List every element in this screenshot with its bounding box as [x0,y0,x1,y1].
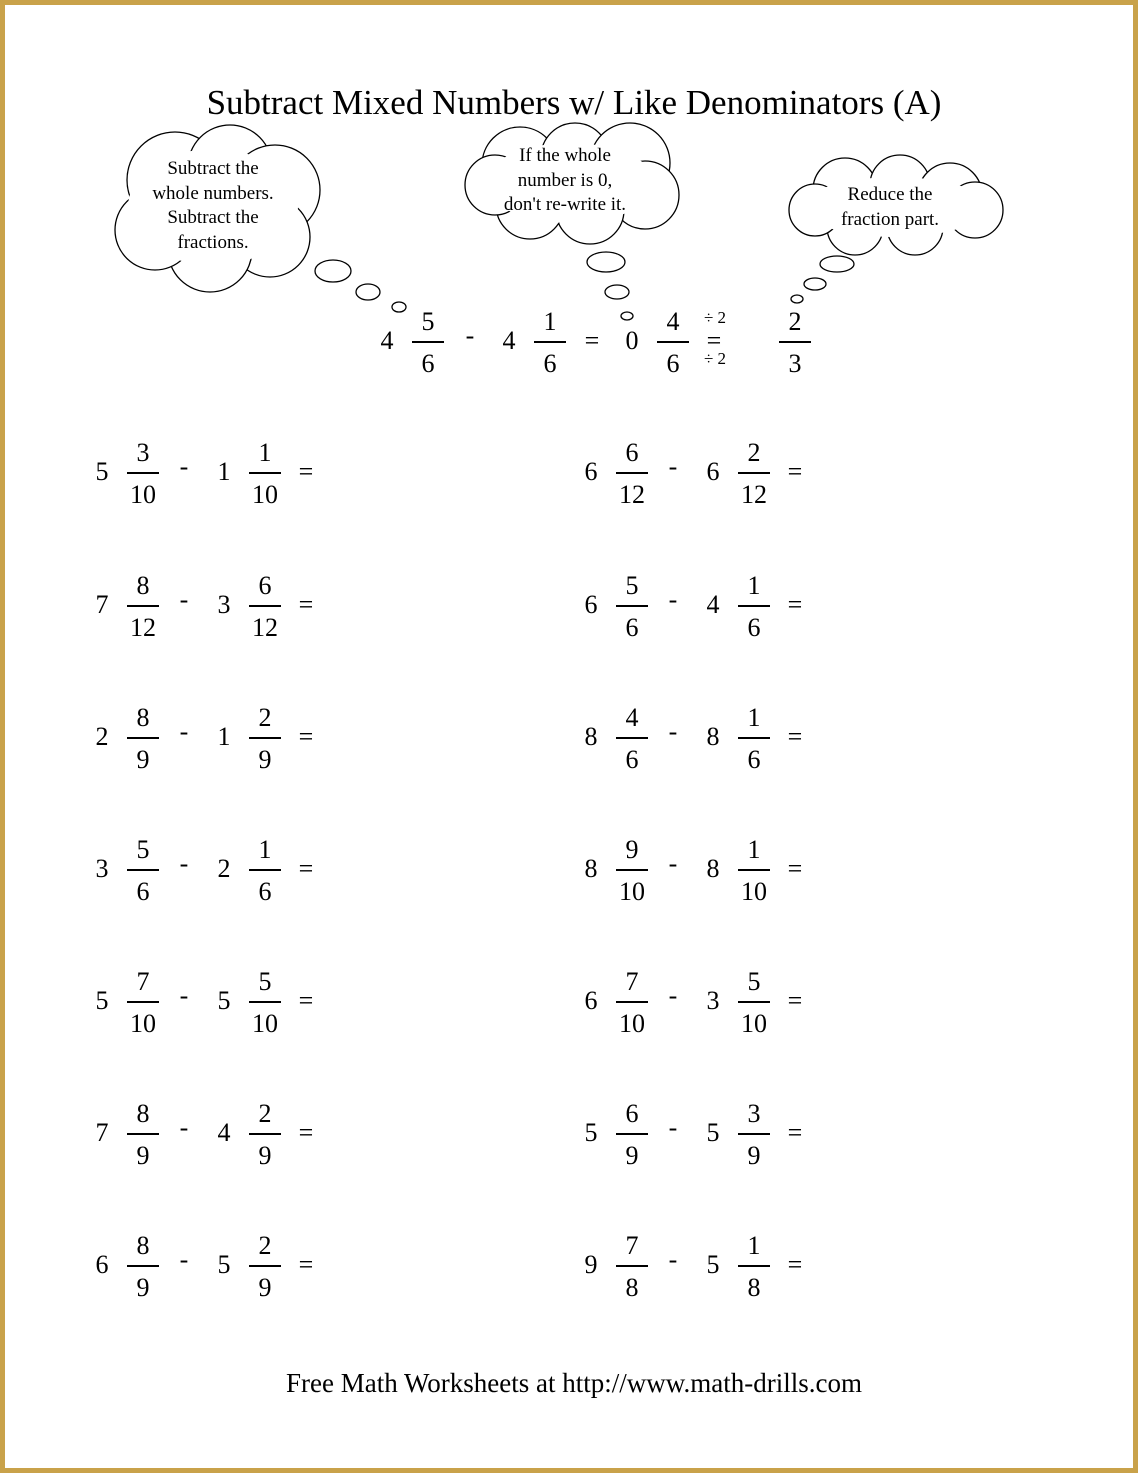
whole-number-b: 2 [217,854,231,883]
minus-sign: - [179,849,189,878]
minus-sign: - [179,1113,189,1142]
problem-right-7 [5,1231,1138,1302]
equals-sign: = [298,854,314,883]
denominator: 9 [258,1141,272,1170]
worksheet-title: Subtract Mixed Numbers w/ Like Denominators (A) [206,83,942,122]
fraction-bar [616,1133,648,1135]
numerator: 5 [747,967,761,996]
minus-sign: - [668,981,678,1010]
fraction-bar [616,605,648,607]
denominator: 10 [252,480,278,509]
denominator: 12 [130,613,156,642]
denominator: 12 [741,480,767,509]
equals-sign: = [787,722,803,751]
problem-right-5 [5,967,1138,1038]
minus-sign: - [179,452,189,481]
minus-sign: - [179,981,189,1010]
numerator: 1 [747,835,761,864]
denominator: 6 [747,745,761,774]
equals-sign: = [787,1118,803,1147]
numerator: 5 [421,307,435,336]
example-whole-a: 4 [380,326,394,355]
fraction-bar [616,869,648,871]
whole-number-b: 8 [706,854,720,883]
numerator: 8 [136,1231,150,1260]
fraction-bar [616,1265,648,1267]
minus-sign: - [668,1113,678,1142]
whole-number-a: 5 [584,1118,598,1147]
denominator: 10 [619,877,645,906]
hint-line: fractions. [177,231,249,253]
denominator: 9 [136,745,150,774]
numerator: 2 [788,307,802,336]
example-minus: - [465,321,475,350]
numerator: 2 [258,1099,272,1128]
problem-right-3 [5,703,1138,774]
minus-sign: - [668,452,678,481]
hint-line: If the whole [519,145,611,166]
fraction-bar [616,472,648,474]
minus-sign: - [179,1245,189,1274]
whole-number-a: 2 [95,722,109,751]
hint-line: number is 0, [517,169,613,191]
denominator: 3 [788,349,802,378]
problem-grid [5,5,1138,1478]
equals-sign: = [298,590,314,619]
whole-number-a: 7 [95,1118,109,1147]
whole-number-b: 6 [706,457,720,486]
denominator: 6 [543,349,557,378]
numerator: 3 [136,438,150,467]
numerator: 2 [747,438,761,467]
numerator: 6 [258,571,272,600]
fraction-bar [738,869,770,871]
numerator: 6 [625,1099,639,1128]
hint-line: Subtract the [167,158,259,179]
numerator: 7 [625,1231,639,1260]
whole-number-b: 4 [217,1118,231,1147]
numerator: 7 [136,967,150,996]
equals-sign: = [298,986,314,1015]
whole-number-b: 5 [217,986,231,1015]
whole-number-a: 8 [584,722,598,751]
minus-sign: - [668,717,678,746]
numerator: 1 [258,438,272,467]
numerator: 5 [136,835,150,864]
example-divide-top: ÷ 2 [703,308,727,327]
denominator: 10 [741,877,767,906]
whole-number-b: 1 [217,457,231,486]
denominator: 12 [252,613,278,642]
equals-sign: = [787,457,803,486]
minus-sign: - [668,585,678,614]
denominator: 9 [625,1141,639,1170]
denominator: 9 [258,1273,272,1302]
equals-sign: = [787,854,803,883]
fraction-bar [738,605,770,607]
whole-number-a: 5 [95,986,109,1015]
example-whole-b: 4 [502,326,516,355]
example-equals: = [584,326,600,355]
whole-number-b: 5 [217,1250,231,1279]
hint-line: Subtract the [167,207,259,228]
denominator: 10 [130,1009,156,1038]
denominator: 10 [252,1009,278,1038]
numerator: 3 [747,1099,761,1128]
problem-right-4 [5,835,1138,906]
numerator: 7 [625,967,639,996]
example-whole-result: 0 [625,326,639,355]
equals-sign: = [298,457,314,486]
minus-sign: - [668,1245,678,1274]
equals-sign: = [787,986,803,1015]
whole-number-a: 6 [95,1250,109,1279]
whole-number-b: 3 [217,590,231,619]
denominator: 6 [136,877,150,906]
whole-number-a: 7 [95,590,109,619]
minus-sign: - [179,717,189,746]
numerator: 4 [666,307,680,336]
numerator: 5 [625,571,639,600]
numerator: 8 [136,571,150,600]
numerator: 1 [747,703,761,732]
equals-sign: = [787,1250,803,1279]
hint-line: Reduce the [847,184,933,205]
denominator: 10 [741,1009,767,1038]
denominator: 6 [625,745,639,774]
whole-number-a: 8 [584,854,598,883]
numerator: 6 [625,438,639,467]
whole-number-a: 9 [584,1250,598,1279]
example-equals-2: = [706,326,722,355]
denominator: 6 [625,613,639,642]
numerator: 1 [747,571,761,600]
numerator: 2 [258,703,272,732]
hint-line: whole numbers. [152,182,274,204]
equals-sign: = [298,722,314,751]
numerator: 1 [258,835,272,864]
hint-line: don't re-write it. [503,194,627,215]
whole-number-a: 6 [584,457,598,486]
minus-sign: - [179,585,189,614]
fraction-bar [738,1133,770,1135]
denominator: 10 [619,1009,645,1038]
numerator: 1 [543,307,557,336]
whole-number-a: 6 [584,590,598,619]
fraction-bar [616,1001,648,1003]
equals-sign: = [298,1118,314,1147]
numerator: 5 [258,967,272,996]
numerator: 8 [136,1099,150,1128]
numerator: 4 [625,703,639,732]
whole-number-a: 3 [95,854,109,883]
fraction-bar [738,737,770,739]
whole-number-b: 5 [706,1118,720,1147]
denominator: 6 [421,349,435,378]
footer-credit: Free Math Worksheets at http://www.math-drills.com [286,1368,862,1398]
example-divide-bottom: ÷ 2 [703,349,727,368]
fraction-bar [738,472,770,474]
equals-sign: = [298,1250,314,1279]
whole-number-a: 6 [584,986,598,1015]
minus-sign: - [668,849,678,878]
whole-number-b: 3 [706,986,720,1015]
denominator: 9 [258,745,272,774]
whole-number-b: 4 [706,590,720,619]
denominator: 9 [136,1141,150,1170]
numerator: 9 [625,835,639,864]
numerator: 2 [258,1231,272,1260]
fraction-bar [738,1265,770,1267]
numerator: 8 [136,703,150,732]
hint-line: fraction part. [840,208,940,230]
whole-number-b: 1 [217,722,231,751]
problem-right-6 [5,1099,1138,1170]
whole-number-b: 5 [706,1250,720,1279]
equals-sign: = [787,590,803,619]
fraction-bar [738,1001,770,1003]
denominator: 9 [747,1141,761,1170]
denominator: 10 [130,480,156,509]
denominator: 12 [619,480,645,509]
denominator: 9 [136,1273,150,1302]
denominator: 8 [747,1273,761,1302]
whole-number-a: 5 [95,457,109,486]
whole-number-b: 8 [706,722,720,751]
denominator: 6 [747,613,761,642]
numerator: 1 [747,1231,761,1260]
denominator: 6 [258,877,272,906]
denominator: 6 [666,349,680,378]
fraction-bar [616,737,648,739]
denominator: 8 [625,1273,639,1302]
